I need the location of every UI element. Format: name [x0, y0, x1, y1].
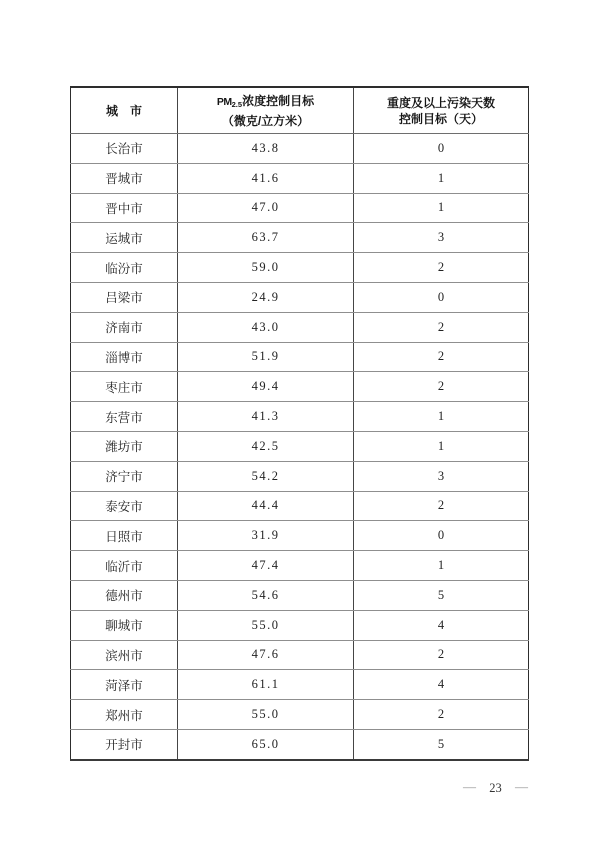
- city-cell: 长治市: [71, 134, 178, 164]
- pm-value-cell: 55.0: [178, 610, 354, 640]
- days-value-cell: 0: [354, 521, 529, 551]
- pm-value-cell: 54.6: [178, 580, 354, 610]
- pm-value-cell: 44.4: [178, 491, 354, 521]
- pm-value-cell: 63.7: [178, 223, 354, 253]
- city-cell: 临沂市: [71, 551, 178, 581]
- pm-value-cell: 61.1: [178, 670, 354, 700]
- city-cell: 淄博市: [71, 342, 178, 372]
- city-cell: 运城市: [71, 223, 178, 253]
- table-row: [71, 372, 529, 402]
- pm-label: PM: [216, 95, 232, 108]
- pm-target-label: 浓度控制目标: [242, 93, 315, 108]
- days-value-cell: 5: [354, 729, 529, 759]
- table-row: [71, 282, 529, 312]
- table-row: [71, 163, 529, 193]
- pm-value-cell: 41.3: [178, 402, 354, 432]
- city-cell: 晋中市: [71, 193, 178, 223]
- header-pm25-target: [178, 87, 354, 134]
- pm-value-cell: 43.0: [178, 312, 354, 342]
- table-row: [71, 521, 529, 551]
- table-body: [71, 134, 529, 760]
- page-number: [70, 780, 532, 796]
- days-value-cell: 2: [354, 312, 529, 342]
- days-value-cell: 0: [354, 134, 529, 164]
- days-value-cell: 2: [354, 700, 529, 730]
- pm-unit-label: （微克/立方米）: [221, 113, 310, 128]
- days-value-cell: 3: [354, 223, 529, 253]
- days-value-cell: 2: [354, 491, 529, 521]
- pm-value-cell: 31.9: [178, 521, 354, 551]
- table-header-row: [71, 87, 529, 134]
- days-value-cell: 2: [354, 253, 529, 283]
- days-value-cell: 2: [354, 342, 529, 372]
- pm-value-cell: 49.4: [178, 372, 354, 402]
- days-label-line1: 重度及以上污染天数: [386, 95, 495, 110]
- targets-table: [70, 86, 529, 761]
- table-row: [71, 342, 529, 372]
- pm-value-cell: 47.4: [178, 551, 354, 581]
- days-value-cell: 1: [354, 163, 529, 193]
- page-number-value: 23: [489, 781, 502, 795]
- table-row: [71, 610, 529, 640]
- pm-value-cell: 54.2: [178, 461, 354, 491]
- table-row: [71, 640, 529, 670]
- days-value-cell: 1: [354, 551, 529, 581]
- table-row: [71, 551, 529, 581]
- pm-value-cell: 55.0: [178, 700, 354, 730]
- city-cell: 济南市: [71, 312, 178, 342]
- city-cell: 济宁市: [71, 461, 178, 491]
- table-row: [71, 580, 529, 610]
- pm-value-cell: 24.9: [178, 282, 354, 312]
- pm-value-cell: 47.6: [178, 640, 354, 670]
- city-cell: 枣庄市: [71, 372, 178, 402]
- pm-value-cell: 65.0: [178, 729, 354, 759]
- pm-value-cell: 59.0: [178, 253, 354, 283]
- city-cell: 东营市: [71, 402, 178, 432]
- pm-value-cell: 51.9: [178, 342, 354, 372]
- table-row: [71, 402, 529, 432]
- pm-subscript: 2.5: [231, 99, 243, 109]
- days-label-line2: 控制目标（天）: [398, 111, 483, 126]
- days-value-cell: 5: [354, 580, 529, 610]
- pm-value-cell: 41.6: [178, 163, 354, 193]
- city-cell: 开封市: [71, 729, 178, 759]
- days-value-cell: 0: [354, 282, 529, 312]
- table-row: [71, 223, 529, 253]
- page-number-dash-left: —: [463, 779, 476, 794]
- city-cell: 德州市: [71, 580, 178, 610]
- header-pollution-days-target: [354, 87, 529, 134]
- days-value-cell: 2: [354, 640, 529, 670]
- table-row: [71, 312, 529, 342]
- days-value-cell: 1: [354, 431, 529, 461]
- pm-value-cell: 42.5: [178, 431, 354, 461]
- pm-value-cell: 47.0: [178, 193, 354, 223]
- table-row: [71, 670, 529, 700]
- city-cell: 郑州市: [71, 700, 178, 730]
- table-row: [71, 461, 529, 491]
- city-cell: 滨州市: [71, 640, 178, 670]
- table-row: [71, 431, 529, 461]
- pm-value-cell: 43.8: [178, 134, 354, 164]
- days-value-cell: 2: [354, 372, 529, 402]
- days-value-cell: 1: [354, 402, 529, 432]
- city-cell: 泰安市: [71, 491, 178, 521]
- table-row: [71, 253, 529, 283]
- days-value-cell: 3: [354, 461, 529, 491]
- header-city: 城 市: [71, 87, 178, 134]
- page-number-dash-right: —: [515, 779, 528, 794]
- city-cell: 菏泽市: [71, 670, 178, 700]
- table-row: [71, 491, 529, 521]
- table-row: [71, 134, 529, 164]
- days-value-cell: 4: [354, 610, 529, 640]
- days-value-cell: 4: [354, 670, 529, 700]
- table-row: [71, 700, 529, 730]
- city-cell: 晋城市: [71, 163, 178, 193]
- city-cell: 临汾市: [71, 253, 178, 283]
- city-cell: 吕梁市: [71, 282, 178, 312]
- table-row: [71, 729, 529, 759]
- city-cell: 潍坊市: [71, 431, 178, 461]
- days-value-cell: 1: [354, 193, 529, 223]
- city-cell: 聊城市: [71, 610, 178, 640]
- city-cell: 日照市: [71, 521, 178, 551]
- table-row: [71, 193, 529, 223]
